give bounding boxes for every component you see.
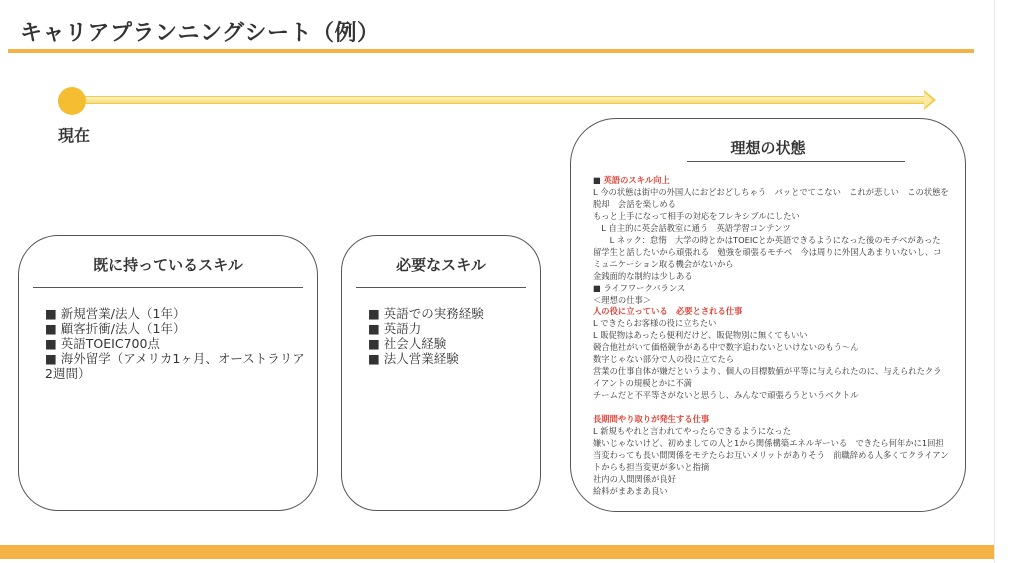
existing-skills-heading: 既に持っているスキル: [93, 256, 243, 274]
ideal-line: [593, 342, 949, 354]
ideal-state-rule: [687, 161, 905, 162]
list-item: ■ 法人営業経験: [368, 351, 459, 366]
ideal-line: [593, 354, 949, 366]
list-item: ■ 新規営業/法人（1年）: [45, 306, 186, 321]
existing-skills-rule: [33, 287, 303, 288]
ideal-line-text: L 今の状態は街中の外国人におどおどしちゃう パッとでてこない これが悲しい この状態を脱却 会話を楽しめる: [593, 186, 949, 209]
ideal-line-text: L 新規もやれと言われてやったらできるようになった: [593, 426, 792, 436]
ideal-state-body: [593, 175, 949, 498]
ideal-line-text: L ネック：怠惰 大学の時とかはTOEICとか英語できるようになった後のモチベがあった 留学生と話したいから頑張れる 勉強を頑張るモチベ 今は周りに外国人あまりいないし、コミュニケーション取る機会がないから: [593, 234, 949, 269]
timeline-arrow: [58, 87, 940, 113]
list-item: ■ 海外留学（アメリカ1ヶ月、オーストラリア2週間）: [45, 351, 305, 381]
ideal-line: [593, 235, 949, 271]
ideal-line: [593, 330, 949, 342]
ideal-state-box: [570, 118, 966, 512]
ideal-line: [593, 223, 949, 235]
ideal-line: [593, 295, 949, 307]
ideal-line: [593, 175, 949, 187]
ideal-line-text: 英語のスキル向上: [603, 175, 670, 185]
existing-skills-box: [18, 235, 318, 511]
ideal-line-text: L 販促物はあったら便利だけど、販促物別に無くてもいい: [593, 330, 808, 341]
current-position-dot: [58, 87, 86, 115]
ideal-line-text: 人の役に立っている 必要とされる仕事: [593, 306, 743, 317]
ideal-line-bullet: ■: [593, 175, 604, 185]
ideal-line-text: 嫌いじゃないけど、初めましての人と1から関係構築エネルギーいる できたら何年かに1回担当変わっても長い間関係をモテたらお互いメリットがありそう 前職辞める人多くてクライアントからも担当変更が多いと指摘: [593, 437, 949, 472]
list-item: ■ 顧客折衝/法人（1年）: [45, 321, 186, 336]
now-label: 現在: [58, 126, 91, 145]
ideal-line-text: 長期間やり取りが発生する仕事: [593, 414, 710, 425]
ideal-line-text: 社内の人間関係が良好: [593, 473, 676, 484]
ideal-line-text: L できたらお客様の役に立ちたい: [593, 318, 717, 329]
list-item: ■ 英語TOEIC700点: [45, 336, 160, 351]
title-underline: [8, 49, 974, 53]
ideal-line: [593, 390, 949, 402]
ideal-line-text: 競合他社がいて価格競争がある中で数字追わないといけないのもう〜ん: [593, 342, 859, 353]
ideal-line: [593, 414, 949, 426]
ideal-line-text: 数字じゃない部分で人の役に立てたら: [593, 354, 735, 365]
ideal-line: [593, 271, 949, 283]
existing-skills-list: [45, 306, 307, 381]
ideal-line-gap: [593, 402, 949, 414]
ideal-line: [593, 187, 949, 211]
required-skills-rule: [356, 287, 526, 288]
ideal-line-text: 給料がまあまあ良い: [593, 485, 668, 496]
ideal-line-text: チームだと不平等さがないと思うし、みんなで頑張ろうというベクトル: [593, 390, 859, 401]
ideal-line: [593, 283, 949, 295]
slide-title: キャリアプランニングシート（例）: [20, 21, 380, 46]
ideal-line: [593, 486, 949, 498]
ideal-line-text: ＜理想の仕事＞: [593, 294, 652, 305]
list-item: ■ 社会人経験: [368, 336, 447, 351]
ideal-line-text: もっと上手になって相手の対応をフレキシブルにしたい: [593, 210, 800, 221]
ideal-line: [593, 306, 949, 318]
list-item: ■ 英語力: [368, 321, 422, 336]
ideal-line: [593, 211, 949, 223]
ideal-line-text: 営業の仕事自体が嫌だというより、個人の目標数値が平等に与えられたのに、与えられたクライアントの規模とかに不満: [593, 366, 942, 389]
required-skills-heading: 必要なスキル: [396, 256, 486, 274]
list-item: ■ 英語での実務経験: [368, 306, 484, 321]
ideal-line: [593, 366, 949, 390]
ideal-line-text: L 自主的に英会話教室に通う 英語学習コンテンツ: [593, 222, 791, 233]
ideal-state-heading: 理想の状態: [730, 139, 806, 157]
ideal-line-text: 金銭面的な制約は少しある: [593, 270, 693, 281]
required-skills-box: [341, 235, 541, 511]
ideal-line: [593, 318, 949, 330]
ideal-line: [593, 438, 949, 474]
arrow-head-fill: [924, 92, 933, 108]
required-skills-list: [368, 306, 532, 366]
ideal-line: [593, 426, 949, 438]
ideal-line: [593, 474, 949, 486]
timeline-bar: [72, 96, 926, 104]
ideal-line-text: ■ ライフワークバランス: [593, 282, 686, 293]
right-gutter: [994, 0, 1024, 563]
footer-bar: [0, 545, 994, 559]
